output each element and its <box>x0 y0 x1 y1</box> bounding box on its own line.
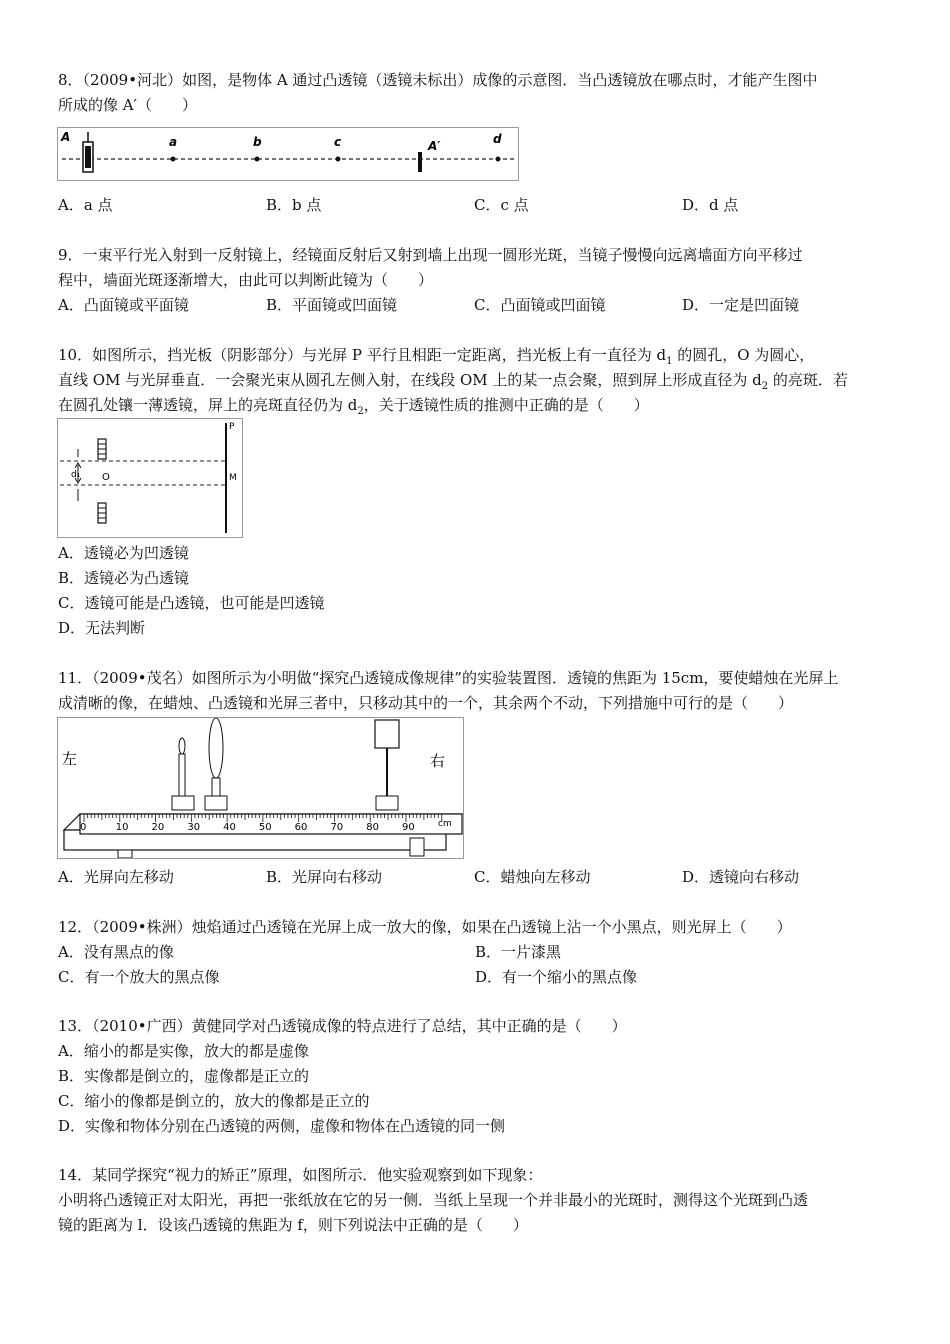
option-a[interactable]: A．a 点 <box>58 196 113 214</box>
option-a[interactable]: A．没有黑点的像 <box>58 943 174 961</box>
question-14-stem-line2: 小明将凸透镜正对太阳光，再把一张纸放在它的另一侧．当纸上呈现一个并非最小的光斑时，测得这个光斑到凸透 <box>58 1191 809 1209</box>
option-c[interactable]: C．凸面镜或凹面镜 <box>474 296 606 314</box>
question-8-options <box>58 193 898 218</box>
ruler-tick-label: 20 <box>151 822 165 833</box>
question-12-stem-line1: 12．（2009•株洲）烛焰通过凸透镜在光屏上成一放大的像，如果在凸透镜上沾一个小黑点，则光屏上（ ） <box>58 918 792 936</box>
label-a-object: A <box>61 130 71 144</box>
bench-foot-right-shape <box>410 838 424 856</box>
option-d[interactable]: D．有一个缩小的黑点像 <box>475 968 638 986</box>
option-c[interactable]: C．透镜可能是凸透镜，也可能是凹透镜 <box>58 594 325 612</box>
question-14 <box>58 1163 898 1238</box>
question-9 <box>58 243 898 318</box>
shade-board-upper-shape <box>98 439 106 459</box>
label-point-a: a <box>169 135 178 149</box>
question-10-options <box>58 541 898 641</box>
label-point-d: d <box>493 132 502 146</box>
ruler-tick-label: 30 <box>187 822 201 833</box>
question-10 <box>58 343 898 418</box>
ruler-tick-label: 40 <box>223 822 236 833</box>
ruler-unit-label: cm <box>438 819 452 829</box>
question-10-stem-line2: 直线 OM 与光屏垂直．一会聚光束从圆孔左侧入射，在线段 OM 上的某一点会聚，照到屏上形成直径为 $d_2$ 的亮斑．若 <box>58 371 848 392</box>
point-c-dot <box>336 157 341 162</box>
question-10-stem-line1: 10．如图所示，挡光板（阴影部分）与光屏 P 平行且相距一定距离，挡光板上有一直径为 $d_1$ 的圆孔，O 为圆心， <box>58 346 815 367</box>
option-b[interactable]: B．一片漆黑 <box>475 943 562 961</box>
question-8-stem-line2: 所成的像 A′（ ） <box>58 96 198 114</box>
label-left: 左 <box>62 750 78 768</box>
ruler-tick-label: 0 <box>80 822 87 833</box>
option-b[interactable]: B．b 点 <box>266 196 322 214</box>
question-11-figure <box>57 717 464 859</box>
question-11-stem-line2: 成清晰的像，在蜡烛、凸透镜和光屏三者中，只移动其中的一个，其余两个不动，下列措施中可行的是（ ） <box>58 694 794 712</box>
question-11-stem-line1: 11．（2009•茂名）如图所示为小明做“探究凸透镜成像规律”的实验装置图．透镜的焦距为 15cm，要使蜡烛在光屏上 <box>58 669 839 687</box>
ruler-tick-label: 10 <box>115 822 129 833</box>
question-8-stem-line1: 8．（2009•河北）如图，是物体 A 通过凸透镜（透镜未标出）成像的示意图．当凸透镜放在哪点时，才能产生图中 <box>58 71 818 89</box>
question-9-stem-line1: 9．一束平行光入射到一反射镜上，经镜面反射后又射到墙上出现一圆形光斑，当镜子慢慢向远离墙面方向平移过 <box>58 246 803 264</box>
option-d[interactable]: D．实像和物体分别在凸透镜的两侧，虚像和物体在凸透镜的同一侧 <box>58 1117 506 1135</box>
label-o: O <box>102 472 110 483</box>
screen-shape <box>375 720 399 810</box>
option-a[interactable]: A．光屏向左移动 <box>58 868 174 886</box>
label-p: P <box>229 422 235 432</box>
question-14-stem-line1: 14．某同学探究“视力的矫正”原理，如图所示．他实验观察到如下现象： <box>58 1166 543 1184</box>
ruler-tick-label: 90 <box>402 822 415 833</box>
option-b[interactable]: B．平面镜或凹面镜 <box>266 296 398 314</box>
option-a[interactable]: A．凸面镜或平面镜 <box>58 296 189 314</box>
question-10-stem-line3: 在圆孔处镶一薄透镜，屏上的亮斑直径仍为 $d_2$，关于透镜性质的推测中正确的是（ ） <box>58 396 649 417</box>
question-8-figure <box>57 127 519 181</box>
option-c[interactable]: C．有一个放大的黑点像 <box>58 968 220 986</box>
point-a-dot <box>171 157 176 162</box>
image-a-prime-shape <box>418 152 422 172</box>
option-d[interactable]: D．透镜向右移动 <box>682 868 800 886</box>
option-d[interactable]: D．一定是凹面镜 <box>682 296 800 314</box>
object-a-candle-shape <box>83 132 93 172</box>
option-b[interactable]: B．实像都是倒立的，虚像都是正立的 <box>58 1067 310 1085</box>
option-d[interactable]: D．d 点 <box>682 196 739 214</box>
label-point-b: b <box>253 135 262 149</box>
candle-shape <box>172 738 194 810</box>
label-m: M <box>229 473 237 483</box>
option-d[interactable]: D．无法判断 <box>58 619 146 637</box>
option-c[interactable]: C．蜡烛向左移动 <box>474 868 591 886</box>
option-b[interactable]: B．透镜必为凸透镜 <box>58 569 190 587</box>
ruler-tick-label: 80 <box>366 822 379 833</box>
option-c[interactable]: C．c 点 <box>474 196 529 214</box>
label-d1: d₁ <box>71 470 81 480</box>
ruler-tick-label: 60 <box>294 822 308 833</box>
point-b-dot <box>255 157 260 162</box>
option-c[interactable]: C．缩小的像都是倒立的，放大的像都是正立的 <box>58 1092 370 1110</box>
question-9-stem-line2: 程中，墙面光斑逐渐增大，由此可以判断此镜为（ ） <box>58 271 434 289</box>
option-a[interactable]: A．透镜必为凹透镜 <box>58 544 189 562</box>
point-d-dot <box>496 157 501 162</box>
question-13 <box>58 1014 898 1139</box>
question-11 <box>58 666 898 716</box>
label-right: 右 <box>430 752 446 770</box>
ruler-tick-label: 50 <box>258 822 272 833</box>
label-point-c: c <box>334 135 342 149</box>
question-11-options <box>58 865 898 890</box>
option-a[interactable]: A．缩小的都是实像，放大的都是虚像 <box>58 1042 309 1060</box>
ruler-tick-label: 70 <box>330 822 344 833</box>
question-12 <box>58 915 898 990</box>
option-b[interactable]: B．光屏向右移动 <box>266 868 383 886</box>
shade-board-lower-shape <box>98 503 106 523</box>
question-13-stem-line1: 13．（2010•广西）黄健同学对凸透镜成像的特点进行了总结，其中正确的是（ ） <box>58 1017 627 1035</box>
question-10-figure <box>57 418 243 538</box>
label-image-a-prime: A′ <box>428 139 441 153</box>
bench-foot-left-shape <box>118 850 132 858</box>
question-9-options <box>58 293 898 318</box>
question-14-stem-line3: 镜的距离为 l．设该凸透镜的焦距为 f，则下列说法中正确的是（ ） <box>58 1216 528 1234</box>
question-8 <box>58 68 898 118</box>
lens-shape <box>205 718 227 810</box>
